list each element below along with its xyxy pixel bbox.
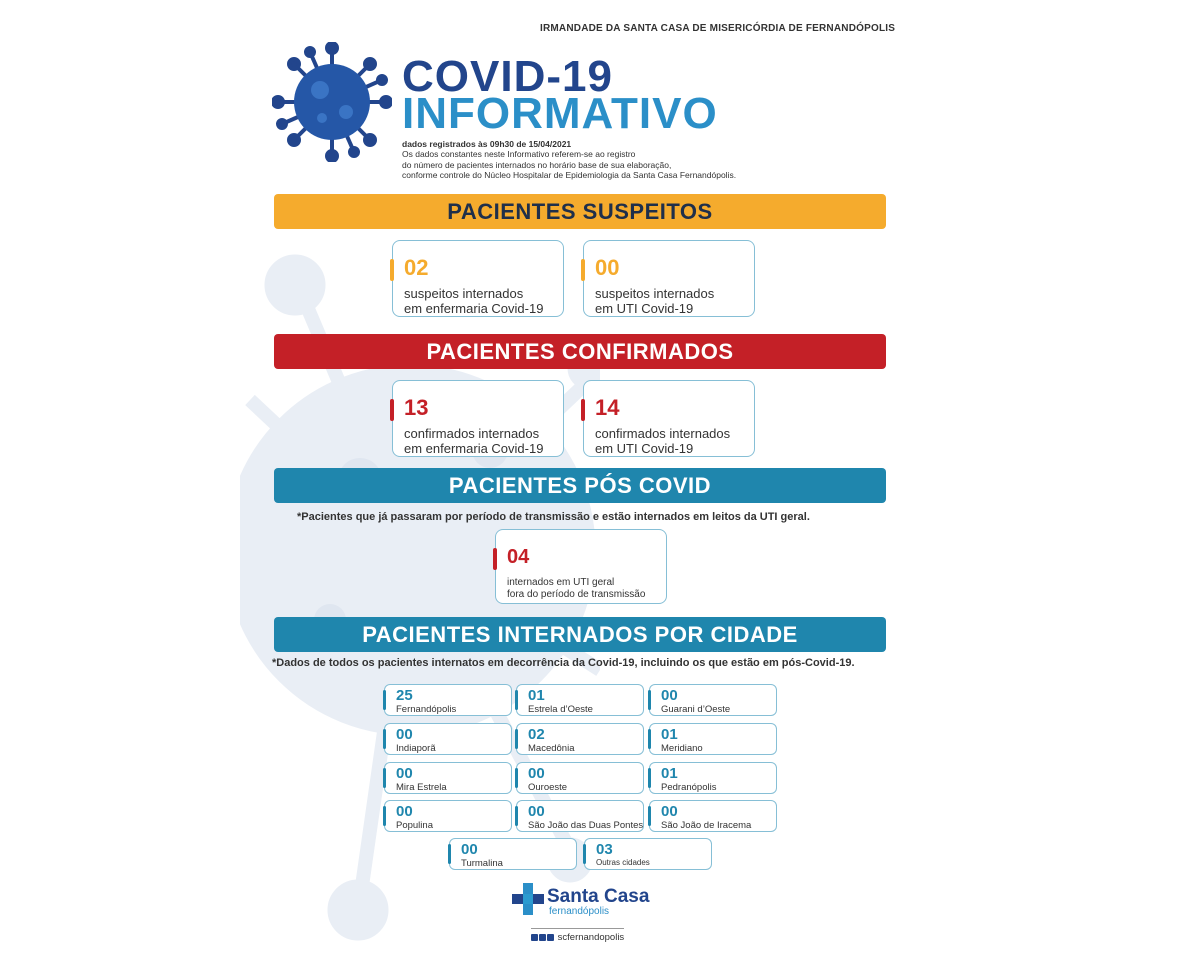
- city-name: Indiaporã: [396, 743, 436, 754]
- card-value: 04: [507, 546, 530, 568]
- section-pos-covid-title: PACIENTES PÓS COVID: [274, 468, 886, 503]
- city-card: [384, 800, 512, 832]
- description-line: do número de pacientes internados no horário base de sua elaboração,: [402, 159, 672, 170]
- city-name: Turmalina: [461, 858, 503, 869]
- card-accent: [383, 806, 386, 826]
- por-cidade-note: *Dados de todos os pacientes internatos em decorrência da Covid-19, incluindo os que estão em pós-Covid-19.: [272, 657, 855, 669]
- confirmados-enfermaria-card: [392, 380, 564, 457]
- city-card: [649, 723, 777, 755]
- instagram-icon: [531, 934, 538, 941]
- city-card: [384, 684, 512, 716]
- city-value: 00: [528, 765, 545, 782]
- card-label-line: em enfermaria Covid-19: [404, 441, 544, 456]
- report-description: [402, 149, 822, 181]
- facebook-icon: [539, 934, 546, 941]
- city-card: [516, 800, 644, 832]
- suspeitos-uti-card: [583, 240, 755, 317]
- card-value: 00: [595, 255, 620, 280]
- brand-subtitle: fernandópolis: [549, 906, 610, 917]
- twitter-icon: [547, 934, 554, 941]
- city-card: [649, 762, 777, 794]
- city-card: [649, 684, 777, 716]
- card-accent: [515, 806, 518, 826]
- city-card: [649, 800, 777, 832]
- suspeitos-enfermaria-card: [392, 240, 564, 317]
- virus-icon: [272, 42, 392, 162]
- city-value: 01: [661, 765, 678, 782]
- card-accent: [390, 259, 394, 281]
- city-card: [384, 762, 512, 794]
- title-informativo: INFORMATIVO: [402, 89, 718, 138]
- city-value: 00: [396, 726, 413, 743]
- pos-covid-card: [495, 529, 667, 604]
- city-value: 00: [528, 803, 545, 820]
- city-card: [384, 723, 512, 755]
- card-accent: [383, 729, 386, 749]
- description-line: Os dados constantes neste Informativo referem-se ao registro: [402, 149, 636, 159]
- card-label-line: suspeitos internados: [404, 286, 524, 301]
- card-accent: [390, 399, 394, 421]
- card-value: 02: [404, 255, 429, 280]
- card-label-line: internados em UTI geral: [507, 577, 615, 588]
- city-name: São João de Iracema: [661, 820, 752, 831]
- card-label: [507, 577, 645, 601]
- card-value: 14: [595, 395, 620, 420]
- card-accent: [583, 844, 586, 864]
- city-value: 00: [461, 841, 478, 858]
- city-card: [516, 762, 644, 794]
- city-name: Ouroeste: [528, 782, 568, 793]
- card-accent: [493, 548, 497, 570]
- card-label: [404, 286, 543, 316]
- card-accent: [581, 259, 585, 281]
- pos-covid-note: *Pacientes que já passaram por período de transmissão e estão internados em leitos da UTI geral.: [297, 511, 810, 523]
- report-date: dados registrados às 09h30 de 15/04/2021: [402, 139, 572, 149]
- brand-name: Santa Casa: [547, 886, 650, 907]
- title-covid19: COVID-19: [402, 52, 613, 101]
- city-name: Estrela d’Oeste: [528, 704, 593, 715]
- card-accent: [648, 768, 651, 788]
- description-line: conforme controle do Núcleo Hospitalar de Epidemiologia da Santa Casa Fernandópolis.: [402, 170, 737, 180]
- city-name: Pedranópolis: [661, 782, 717, 793]
- card-label-line: suspeitos internados: [595, 286, 715, 301]
- card-value: 13: [404, 395, 429, 420]
- card-label-line: em UTI Covid-19: [595, 441, 694, 456]
- section-por-cidade-title: PACIENTES INTERNADOS POR CIDADE: [274, 617, 886, 652]
- card-label-line: confirmados internados: [595, 426, 731, 441]
- city-name: São João das Duas Pontes: [528, 820, 644, 831]
- city-card: [516, 684, 644, 716]
- card-accent: [515, 768, 518, 788]
- city-value: 01: [528, 687, 545, 704]
- city-value: 00: [661, 803, 678, 820]
- city-value: 03: [596, 841, 613, 858]
- card-label-line: confirmados internados: [404, 426, 540, 441]
- social-handle-row: [531, 928, 624, 946]
- santa-casa-cross-icon: [512, 883, 544, 915]
- card-accent: [648, 806, 651, 826]
- city-name: Mira Estrela: [396, 782, 447, 793]
- card-label-line: em UTI Covid-19: [595, 301, 694, 316]
- card-label: [595, 286, 714, 316]
- city-name: Outras cidades: [596, 858, 650, 867]
- city-value: 00: [396, 765, 413, 782]
- card-accent: [383, 690, 386, 710]
- card-label-line: em enfermaria Covid-19: [404, 301, 544, 316]
- card-accent: [515, 729, 518, 749]
- city-value: 00: [396, 803, 413, 820]
- section-confirmados-title: PACIENTES CONFIRMADOS: [274, 334, 886, 369]
- city-value: 01: [661, 726, 678, 743]
- social-handle: scfernandopolis: [557, 932, 625, 943]
- card-label-line: fora do período de transmissão: [507, 589, 646, 600]
- card-label: [404, 426, 543, 456]
- organization-name: IRMANDADE DA SANTA CASA DE MISERICÓRDIA DE FERNANDÓPOLIS: [540, 23, 896, 34]
- city-card: [516, 723, 644, 755]
- city-value: 00: [661, 687, 678, 704]
- confirmados-uti-card: [583, 380, 755, 457]
- city-value: 25: [396, 687, 413, 704]
- city-card: [584, 838, 712, 870]
- city-name: Populina: [396, 820, 433, 831]
- card-accent: [648, 690, 651, 710]
- city-name: Guarani d’Oeste: [661, 704, 731, 715]
- section-suspeitos-title: PACIENTES SUSPEITOS: [274, 194, 886, 229]
- city-card: [449, 838, 577, 870]
- city-name: Fernandópolis: [396, 704, 457, 715]
- city-value: 02: [528, 726, 545, 743]
- card-accent: [581, 399, 585, 421]
- card-label: [595, 426, 730, 456]
- card-accent: [648, 729, 651, 749]
- city-name: Meridiano: [661, 743, 703, 754]
- card-accent: [383, 768, 386, 788]
- city-name: Macedônia: [528, 743, 575, 754]
- card-accent: [515, 690, 518, 710]
- card-accent: [448, 844, 451, 864]
